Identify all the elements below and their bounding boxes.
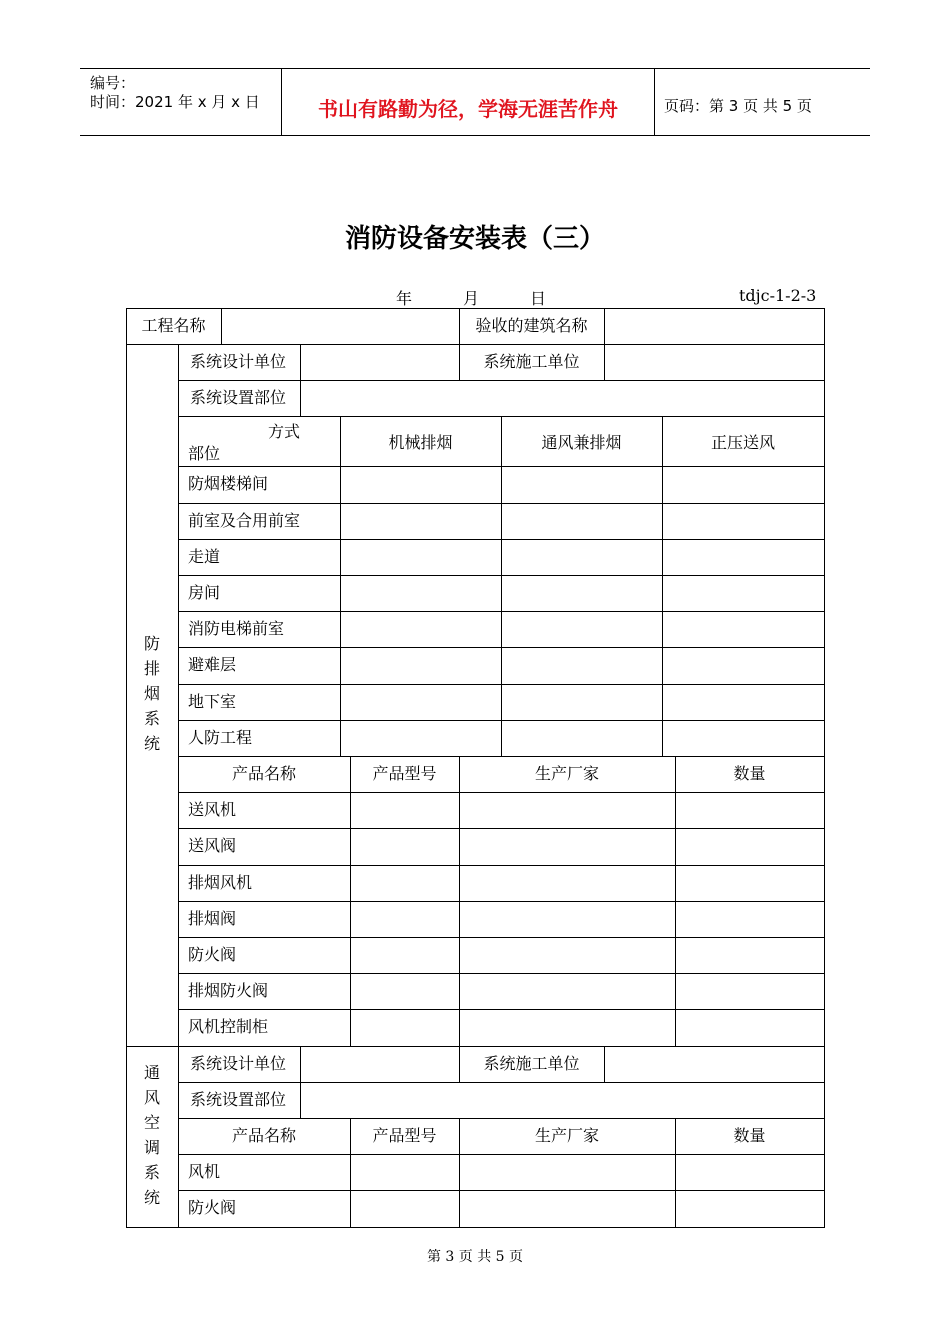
smoke-product-3-col-2-field[interactable] [460, 866, 674, 900]
project-name-field[interactable] [222, 309, 458, 343]
header-time-label: 时间：2021 年 x 月 x 日 [90, 93, 260, 111]
date-year: 年 [396, 289, 413, 308]
smoke-product-6-col-3-field[interactable] [676, 974, 823, 1008]
smoke-product-header-4: 数量 [733, 764, 766, 783]
smoke-product-2-col-1-field[interactable] [351, 829, 458, 863]
location-8-method-1-field[interactable] [341, 721, 500, 755]
location-row-label: 防烟楼梯间 [188, 474, 269, 493]
location-row-label: 人防工程 [188, 728, 253, 747]
smoke-product-row-label: 送风机 [188, 800, 237, 819]
smoke-product-5-col-1-field[interactable] [351, 938, 458, 972]
hvac-product-header-4: 数量 [733, 1126, 766, 1145]
smoke-product-1-col-1-field[interactable] [351, 793, 458, 827]
smoke-product-header-2: 产品型号 [372, 764, 437, 783]
location-7-method-2-field[interactable] [502, 685, 661, 719]
table-rule [459, 1118, 460, 1228]
smoke-product-7-col-1-field[interactable] [351, 1010, 458, 1044]
smoke-product-1-col-2-field[interactable] [460, 793, 674, 827]
location-row-label: 前室及合用前室 [188, 511, 301, 530]
smoke-product-3-col-1-field[interactable] [351, 866, 458, 900]
location-2-method-2-field[interactable] [502, 504, 661, 538]
building-name-label: 验收的建筑名称 [475, 316, 588, 335]
smoke-product-header-1: 产品名称 [231, 764, 296, 783]
smoke-system-side-label: 防 [143, 634, 160, 653]
hvac-product-1-col-3-field[interactable] [676, 1155, 823, 1189]
smoke-system-side-label: 系 [143, 709, 160, 728]
hvac-product-2-col-1-field[interactable] [351, 1191, 458, 1225]
smoke-system-side-label: 统 [143, 734, 160, 753]
hvac-product-1-col-1-field[interactable] [351, 1155, 458, 1189]
smoke-product-header-3: 生产厂家 [534, 764, 599, 783]
hvac-product-row-label: 风机 [188, 1162, 221, 1181]
location-4-method-1-field[interactable] [341, 576, 500, 610]
table-rule [350, 756, 351, 1047]
location-row-label: 房间 [188, 583, 221, 602]
hvac-design-unit-label: 系统设计单位 [190, 1054, 287, 1073]
table-rule [350, 1118, 351, 1228]
table-rule [178, 1118, 825, 1119]
method-header-2: 通风兼排烟 [541, 433, 622, 452]
smoke-location-field[interactable] [301, 381, 823, 415]
hvac-location-label: 系统设置部位 [190, 1090, 287, 1109]
hvac-construction-unit-field[interactable] [605, 1047, 823, 1081]
header-page-label: 页码：第 3 页 共 5 页 [664, 97, 812, 115]
table-rule [501, 416, 502, 757]
smoke-product-row-label: 防火阀 [188, 945, 237, 964]
date-month: 月 [463, 289, 480, 308]
location-6-method-2-field[interactable] [502, 648, 661, 682]
hvac-system-side-label: 调 [143, 1138, 160, 1157]
smoke-product-1-col-3-field[interactable] [676, 793, 823, 827]
location-6-method-3-field[interactable] [663, 648, 823, 682]
location-row-label: 地下室 [188, 692, 237, 711]
hvac-system-side-label: 系 [143, 1163, 160, 1182]
table-rule [675, 756, 676, 1047]
smoke-product-4-col-2-field[interactable] [460, 902, 674, 936]
smoke-product-2-col-2-field[interactable] [460, 829, 674, 863]
header-number-label: 编号： [90, 74, 136, 92]
hvac-product-1-col-2-field[interactable] [460, 1155, 674, 1189]
smoke-product-row-label: 排烟阀 [188, 909, 237, 928]
smoke-system-side-label: 烟 [143, 684, 160, 703]
section-divider-rule [126, 1046, 179, 1047]
smoke-product-6-col-1-field[interactable] [351, 974, 458, 1008]
smoke-product-7-col-2-field[interactable] [460, 1010, 674, 1044]
smoke-design-unit-label: 系统设计单位 [190, 352, 287, 371]
form-code: tdjc-1-2-3 [739, 286, 817, 305]
smoke-product-row-label: 风机控制柜 [188, 1017, 269, 1036]
header-divider-right [654, 68, 655, 136]
location-3-method-2-field[interactable] [502, 540, 661, 574]
smoke-product-row-label: 排烟风机 [188, 873, 253, 892]
smoke-product-2-col-3-field[interactable] [676, 829, 823, 863]
hvac-product-header-2: 产品型号 [372, 1126, 437, 1145]
smoke-product-4-col-3-field[interactable] [676, 902, 823, 936]
location-row-label: 走道 [188, 547, 221, 566]
smoke-product-6-col-2-field[interactable] [460, 974, 674, 1008]
method-header-3: 正压送风 [710, 433, 775, 452]
hvac-product-2-col-2-field[interactable] [460, 1191, 674, 1225]
hvac-system-side-label: 空 [143, 1113, 160, 1132]
location-row-label: 避难层 [188, 655, 237, 674]
diagonal-header-method: 方式 [268, 422, 301, 441]
hvac-system-side-label: 通 [143, 1063, 160, 1082]
location-4-method-2-field[interactable] [502, 576, 661, 610]
table-bottom-rule [126, 1227, 825, 1228]
header-top-rule [80, 68, 870, 69]
location-3-method-1-field[interactable] [341, 540, 500, 574]
hvac-construction-unit-label: 系统施工单位 [483, 1054, 580, 1073]
document-title: 消防设备安装表（三） [344, 224, 605, 254]
location-2-method-3-field[interactable] [663, 504, 823, 538]
method-header-1: 机械排烟 [388, 433, 453, 452]
table-rule [675, 1118, 676, 1228]
table-right-rule [824, 308, 825, 1228]
location-5-method-2-field[interactable] [502, 612, 661, 646]
diagonal-header-location: 部位 [188, 444, 221, 463]
location-8-method-2-field[interactable] [502, 721, 661, 755]
location-6-method-1-field[interactable] [341, 648, 500, 682]
hvac-product-header-1: 产品名称 [231, 1126, 296, 1145]
smoke-system-side-label: 排 [143, 659, 160, 678]
smoke-construction-unit-label: 系统施工单位 [483, 352, 580, 371]
smoke-product-5-col-2-field[interactable] [460, 938, 674, 972]
hvac-location-field[interactable] [301, 1083, 823, 1117]
smoke-product-row-label: 送风阀 [188, 836, 237, 855]
location-5-method-1-field[interactable] [341, 612, 500, 646]
side-column-rule [178, 344, 179, 1228]
footer-page-number: 第 3 页 共 5 页 [426, 1249, 524, 1265]
smoke-product-5-col-3-field[interactable] [676, 938, 823, 972]
table-rule [340, 416, 341, 757]
smoke-product-row-label: 排烟防火阀 [188, 981, 269, 1000]
location-8-method-3-field[interactable] [663, 721, 823, 755]
table-rule [459, 756, 460, 1047]
hvac-system-side-label: 统 [143, 1188, 160, 1207]
smoke-product-7-col-3-field[interactable] [676, 1010, 823, 1044]
header-motto: 书山有路勤为径，学海无涯苦作舟 [318, 97, 618, 121]
location-7-method-3-field[interactable] [663, 685, 823, 719]
location-3-method-3-field[interactable] [663, 540, 823, 574]
hvac-product-row-label: 防火阀 [188, 1198, 237, 1217]
location-4-method-3-field[interactable] [663, 576, 823, 610]
header-bottom-rule [80, 135, 870, 136]
location-7-method-1-field[interactable] [341, 685, 500, 719]
smoke-product-3-col-3-field[interactable] [676, 866, 823, 900]
location-row-label: 消防电梯前室 [188, 619, 285, 638]
hvac-product-header-3: 生产厂家 [534, 1126, 599, 1145]
location-1-method-2-field[interactable] [502, 467, 661, 501]
hvac-system-side-label: 风 [143, 1088, 160, 1107]
smoke-construction-unit-field[interactable] [605, 345, 823, 379]
location-1-method-3-field[interactable] [663, 467, 823, 501]
building-name-field[interactable] [605, 309, 823, 343]
date-day: 日 [530, 289, 547, 308]
location-5-method-3-field[interactable] [663, 612, 823, 646]
location-1-method-1-field[interactable] [341, 467, 500, 501]
smoke-product-4-col-1-field[interactable] [351, 902, 458, 936]
smoke-design-unit-field[interactable] [301, 345, 458, 379]
project-name-label: 工程名称 [141, 316, 206, 335]
location-2-method-1-field[interactable] [341, 504, 500, 538]
table-rule [662, 416, 663, 757]
hvac-design-unit-field[interactable] [301, 1047, 458, 1081]
smoke-location-label: 系统设置部位 [190, 388, 287, 407]
hvac-product-2-col-3-field[interactable] [676, 1191, 823, 1225]
